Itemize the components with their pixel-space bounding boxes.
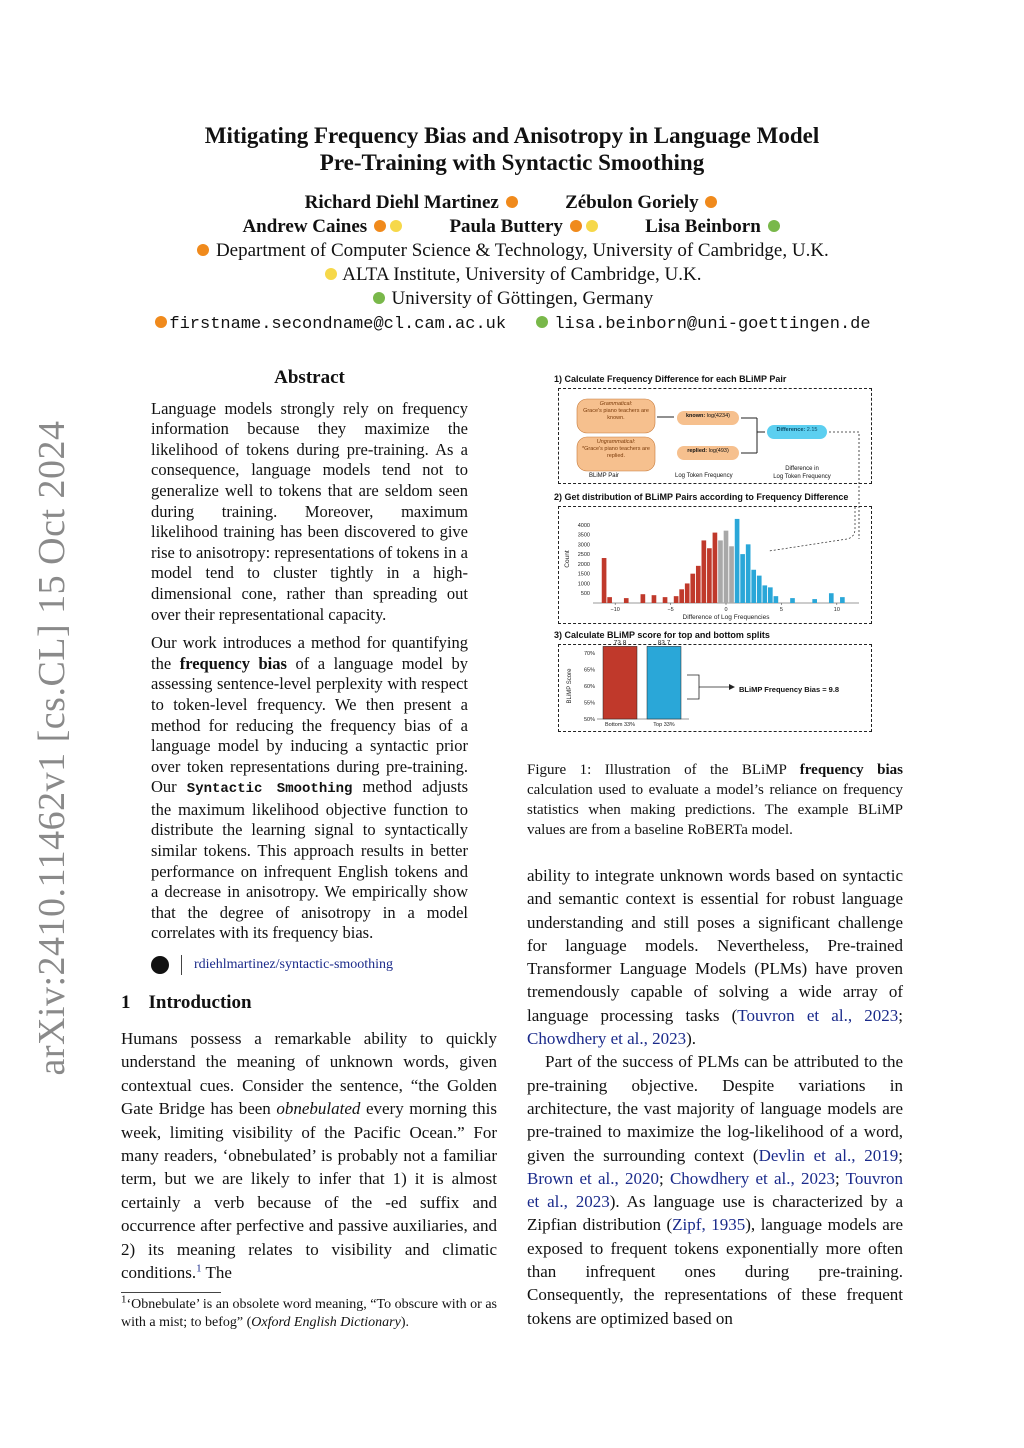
orange-icon (374, 220, 386, 232)
y-tick-label: 2000 (577, 561, 590, 568)
replied-freq: replied: log(493) (687, 448, 729, 454)
orange-icon (197, 244, 209, 256)
citation-touvron[interactable]: Touvron et al., 2023 (737, 1005, 899, 1025)
figure-caption: Figure 1: Illustration of the BLiMP frequency bias calculation used to evaluate a model’s reliance on frequency statistics when making predictions. The example BLiMP values are from a baseline RoBERTa model. (527, 762, 904, 838)
histogram-bar (607, 597, 612, 603)
histogram-bar (674, 596, 679, 603)
title-line-2: Pre-Training with Syntactic Smoothing (319, 150, 705, 175)
histogram-bar (840, 597, 845, 603)
orange-icon (155, 316, 167, 328)
orange-icon (506, 196, 518, 208)
author-row-2 (120, 215, 904, 239)
histogram (559, 507, 871, 623)
label-blimp-pair: BLiMP Pair (589, 473, 619, 479)
panel-2-box (558, 506, 872, 624)
apple-icon (373, 292, 385, 304)
histogram-bar (762, 585, 767, 603)
grammatical-box: Grammatical: Grace's piano teachers are known. (583, 401, 649, 421)
label-log-token-freq: Log Token Frequency (675, 473, 733, 479)
histogram-bar (602, 558, 607, 603)
footnote-marker[interactable]: 1 (196, 1262, 202, 1275)
y-tick-label: 3000 (577, 542, 590, 549)
affiliation-2: ALTA Institute, University of Cambridge, U.K. (120, 263, 904, 287)
email-cambridge[interactable]: firstname.secondname@cl.cam.ac.uk (169, 315, 507, 334)
y-tick-label: 3500 (577, 532, 590, 539)
author-block (120, 191, 904, 337)
abstract-paragraph-2: Our work introduces a method for quantifying the frequency bias of a language model by assessing sentence-level perplexity with respect to token-level frequency. We then present a method for reducing the frequency bias of a language model by inducing a syntactic prior over token representations during pre-training. Our Syntactic Smoothing method adjusts the maximum likelihood objective function to distribute the learning signal to syntactically similar tokens. This approach results in better performance on infrequent English tokens and a decrease in anisotropy. We empirically show that the degree of anisotropy in a model correlates with its frequency bias. (151, 633, 468, 943)
x-tick-label: 10 (833, 607, 840, 613)
y-tick-label: 2500 (577, 552, 590, 559)
citation-brown[interactable]: Brown et al., 2020 (527, 1168, 659, 1188)
y-tick-label: 70% (583, 651, 595, 657)
citation-chowdhery-2[interactable]: Chowdhery et al., 2023 (669, 1168, 835, 1188)
repo-link[interactable] (151, 955, 393, 975)
author-row-1 (120, 191, 904, 215)
right-paragraph-1: ability to integrate unknown words based on syntactic and semantic context is essential for robust language understanding and still poses a significant challenge for language models. Nevertheless, Pre-trained Transformer Language Models (PLMs) have proven tremendously capable of solving a wide array of language processing tasks (Touvron et al., 2023; Chowdhery et al., 2023). (527, 866, 903, 1049)
y-axis-label: Count (564, 550, 571, 568)
panel-1-box (558, 388, 872, 484)
histogram-bar (702, 540, 707, 603)
arrowhead (729, 684, 735, 690)
arxiv-stamp: arXiv:2410.11462v1 [cs.CL] 15 Oct 2024 (31, 420, 73, 1076)
connector-arrow (769, 507, 855, 551)
histogram-bar (774, 596, 779, 603)
x-tick-label: 5 (779, 607, 783, 613)
category-label: Bottom 33% (605, 722, 635, 728)
y-tick-label: 55% (583, 700, 595, 707)
x-tick-label: 0 (724, 607, 728, 613)
histogram-bar (679, 589, 684, 603)
histogram-bar (713, 533, 718, 603)
author-2: Zébulon Goriely (565, 192, 699, 213)
panel-2-title: 2) Get distribution of BLiMP Pairs according to Frequency Difference (554, 492, 849, 502)
histogram-bar (641, 594, 646, 603)
abstract-heading: Abstract (274, 367, 345, 388)
known-freq: known: log(4234) (685, 413, 731, 419)
score-bar-label: 83.7 (657, 639, 671, 647)
citation-zipf[interactable]: Zipf, 1935 (672, 1215, 746, 1235)
category-label: Top 33% (653, 722, 675, 728)
author-4: Paula Buttery (449, 216, 563, 237)
bias-bracket (687, 687, 699, 699)
y-tick-label: 4000 (577, 522, 590, 529)
histogram-bar (690, 574, 695, 603)
x-tick-label: −10 (610, 607, 620, 613)
email-goettingen[interactable]: lisa.beinborn@uni-goettingen.de (554, 315, 871, 334)
lemon-icon (325, 268, 337, 280)
repo-link-text[interactable]: rdiehlmartinez/syntactic-smoothing (194, 957, 394, 973)
citation-chowdhery[interactable]: Chowdhery et al., 2023 (527, 1029, 687, 1049)
panel-3-box (558, 639, 872, 732)
affiliation-3: University of Göttingen, Germany (120, 287, 904, 311)
histogram-bar (624, 598, 629, 603)
lemon-icon (586, 220, 598, 232)
histogram-bar (707, 548, 712, 603)
footnote-rule (121, 1292, 221, 1293)
y-tick-label: 1000 (577, 581, 590, 588)
orange-icon (705, 196, 717, 208)
histogram-bar (729, 546, 734, 603)
github-icon (151, 956, 169, 974)
emails (120, 311, 904, 337)
apple-icon (768, 220, 780, 232)
y-tick-label: 1500 (577, 571, 590, 578)
introduction-paragraph: Humans possess a remarkable ability to quickly understand the meaning of unknown words, given contextual cues. Consider the sentence, “the Golden Gate Bridge has been obnebulated every morning this week, limiting visibility of the Pacific Ocean.” For many readers, ‘obnebulated’ is probably not a familiar term, but we are likely to infer that 1) it is almost certainly a verb because of the -ed suffix and occurrence after perfective and passive auxiliaries, and 2) its meaning relates to visibility and climatic conditions.$^1$ The (121, 1029, 497, 1283)
x-tick-label: −5 (667, 607, 674, 613)
histogram-bar (718, 540, 723, 603)
title-line-1: Mitigating Frequency Bias and Anisotropy in Language Model (204, 123, 820, 148)
orange-icon (570, 220, 582, 232)
y-tick-label: 60% (583, 684, 595, 690)
histogram-bar (724, 531, 729, 603)
score-bar (647, 646, 681, 719)
histogram-bar (746, 544, 751, 603)
histogram-bar (751, 570, 756, 603)
y-tick-label: 500 (580, 591, 590, 598)
histogram-bar (735, 519, 740, 603)
author-5: Lisa Beinborn (645, 216, 761, 237)
bias-label: BLiMP Frequency Bias = 9.8 (739, 685, 840, 694)
histogram-bar (812, 599, 817, 603)
y-tick-label: 65% (583, 667, 595, 674)
difference-value: Difference: 2.15 (776, 427, 818, 433)
score-bar (603, 646, 637, 719)
citation-touvron-2[interactable]: Touvron et al., 2023 (527, 1168, 903, 1212)
lemon-icon (390, 220, 402, 232)
right-paragraph-2: Part of the success of PLMs can be attributed to the pre-training objective. Despite variations in architecture, the vast majority of language models are pre-trained to maximize the log-likelihood of a word, given the surrounding context (Devlin et al., 2019; Brown et al., 2020; Chowdhery et al., 2023; Touvron et al., 2023). As language use is characterized by a Zipfian distribution (Zipf, 1935), language models are exposed to frequent tokens exponentially more often than infrequent ones during pre-training. Consequently, the representations of these frequent tokens are optimized based on (527, 1052, 903, 1328)
citation-devlin[interactable]: Devlin et al., 2019 (758, 1145, 899, 1165)
bias-bracket (687, 675, 733, 687)
histogram-bar (757, 576, 762, 603)
paper-title (120, 122, 904, 176)
y-tick-label: 50% (583, 717, 595, 723)
footnote: $^1$‘Obnebulate’ is an obsolete word meaning, “To obscure with or as with a mist; to befog” (Oxford English Dictionary). (121, 1293, 497, 1330)
abstract (151, 368, 468, 944)
histogram-bar (740, 554, 745, 603)
histogram-bar (652, 595, 657, 603)
ungrammatical-box: Ungrammatical: *Grace's piano teachers are replied. (581, 439, 650, 459)
histogram-bar (768, 587, 773, 603)
histogram-bar (696, 566, 701, 603)
affiliation-1: Department of Computer Science & Technology, University of Cambridge, U.K. (120, 239, 904, 263)
panel-3-title: 3) Calculate BLiMP score for top and bottom splits (554, 630, 770, 640)
histogram-bar (790, 598, 795, 603)
author-1: Richard Diehl Martinez (304, 192, 499, 213)
y-axis-label: BLiMP Score (567, 668, 573, 704)
histogram-bar (829, 593, 834, 603)
label-difference: Difference in Log Token Frequency (773, 466, 831, 480)
histogram-bar (685, 583, 690, 603)
abstract-paragraph-1: Language models strongly rely on frequency information because they maximize the likelihood of tokens during pre-training. As a consequence, language models tend not to generalize well to tokens that are seldom seen during training. Moreover, maximum likelihood training has been discovered to give rise to anisotropy: representations of tokens in a model tend to cluster tightly in a high-dimensional cone, rather than spreading out over their representational capacity. (151, 398, 468, 624)
section-heading-introduction: 1 Introduction (121, 992, 252, 1013)
x-axis-label: Difference of Log Frequencies (682, 614, 770, 621)
author-3: Andrew Caines (242, 216, 368, 237)
panel-1-title: 1) Calculate Frequency Difference for each BLiMP Pair (554, 374, 787, 384)
right-column-text (527, 864, 903, 1330)
apple-icon (536, 316, 548, 328)
score-bar-label: 73.8 (613, 639, 627, 647)
figure-1 (554, 372, 874, 740)
histogram-bar (663, 597, 668, 603)
